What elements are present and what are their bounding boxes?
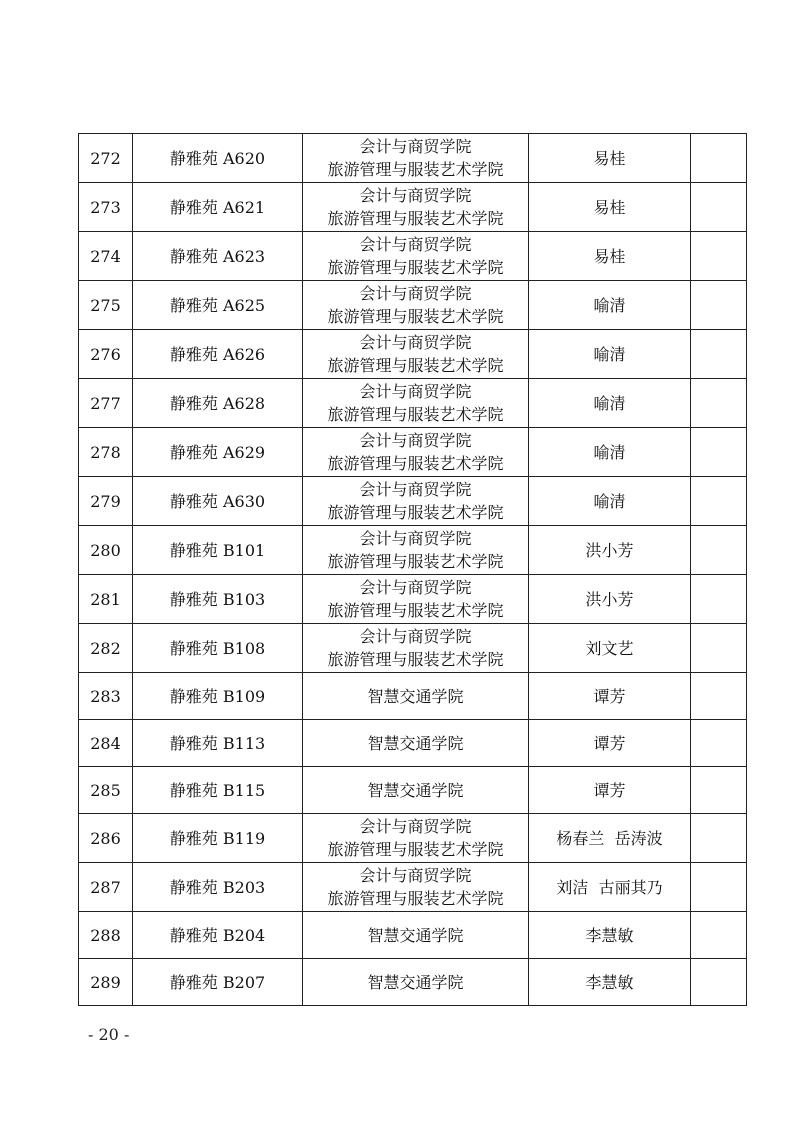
- room-cell: 静雅苑 B108: [133, 624, 303, 673]
- college-name: 旅游管理与服装艺术学院: [327, 209, 504, 228]
- table-row: [79, 232, 747, 281]
- empty-cell: [691, 134, 747, 183]
- table-row: [79, 379, 747, 428]
- table-row: [79, 959, 747, 1006]
- table-row: [79, 575, 747, 624]
- table-body: [79, 134, 747, 1006]
- college-name: 旅游管理与服装艺术学院: [327, 503, 504, 522]
- room-cell: 静雅苑 A623: [133, 232, 303, 281]
- room-cell: 静雅苑 B207: [133, 959, 303, 1006]
- room-cell: 静雅苑 B103: [133, 575, 303, 624]
- table-row: [79, 281, 747, 330]
- college-name: 旅游管理与服装艺术学院: [327, 258, 504, 277]
- college-name: 旅游管理与服装艺术学院: [327, 840, 504, 859]
- college-name: 会计与商贸学院: [359, 333, 472, 352]
- college-name: 智慧交通学院: [367, 972, 464, 992]
- college-name: 智慧交通学院: [367, 780, 464, 800]
- college-name: 智慧交通学院: [367, 925, 464, 945]
- college-cell: [303, 379, 529, 428]
- empty-cell: [691, 767, 747, 814]
- college-name: 会计与商贸学院: [359, 284, 472, 303]
- college-name: 会计与商贸学院: [359, 186, 472, 205]
- person-cell: 杨春兰 岳涛波: [529, 814, 691, 863]
- row-number-cell: 278: [79, 428, 133, 477]
- person-cell: 刘文艺: [529, 624, 691, 673]
- room-cell: 静雅苑 A621: [133, 183, 303, 232]
- college-name: 智慧交通学院: [367, 733, 464, 753]
- person-cell: 洪小芳: [529, 575, 691, 624]
- college-name: 会计与商贸学院: [359, 382, 472, 401]
- person-cell: 喻清: [529, 330, 691, 379]
- empty-cell: [691, 814, 747, 863]
- row-number-cell: 272: [79, 134, 133, 183]
- person-cell: 李慧敏: [529, 959, 691, 1006]
- college-name: 会计与商贸学院: [359, 480, 472, 499]
- college-name: 会计与商贸学院: [359, 817, 472, 836]
- person-cell: 谭芳: [529, 767, 691, 814]
- empty-cell: [691, 232, 747, 281]
- college-cell: [303, 814, 529, 863]
- empty-cell: [691, 673, 747, 720]
- row-number-cell: 288: [79, 912, 133, 959]
- person-cell: 刘洁 古丽其乃: [529, 863, 691, 912]
- college-cell: [303, 959, 529, 1006]
- table-row: [79, 624, 747, 673]
- row-number-cell: 276: [79, 330, 133, 379]
- college-cell: [303, 575, 529, 624]
- room-cell: 静雅苑 B115: [133, 767, 303, 814]
- college-name: 旅游管理与服装艺术学院: [327, 307, 504, 326]
- college-name: 旅游管理与服装艺术学院: [327, 356, 504, 375]
- empty-cell: [691, 624, 747, 673]
- row-number-cell: 289: [79, 959, 133, 1006]
- college-name: 会计与商贸学院: [359, 431, 472, 450]
- person-cell: 谭芳: [529, 720, 691, 767]
- row-number-cell: 281: [79, 575, 133, 624]
- college-cell: [303, 526, 529, 575]
- college-name: 会计与商贸学院: [359, 235, 472, 254]
- table-row: [79, 526, 747, 575]
- empty-cell: [691, 281, 747, 330]
- person-cell: 李慧敏: [529, 912, 691, 959]
- table-row: [79, 183, 747, 232]
- empty-cell: [691, 912, 747, 959]
- college-cell: [303, 281, 529, 330]
- table-row: [79, 912, 747, 959]
- person-cell: 喻清: [529, 281, 691, 330]
- table-row: [79, 673, 747, 720]
- college-cell: [303, 863, 529, 912]
- row-number-cell: 284: [79, 720, 133, 767]
- person-cell: 喻清: [529, 477, 691, 526]
- college-name: 旅游管理与服装艺术学院: [327, 454, 504, 473]
- college-name: 旅游管理与服装艺术学院: [327, 650, 504, 669]
- room-cell: 静雅苑 B113: [133, 720, 303, 767]
- row-number-cell: 282: [79, 624, 133, 673]
- table-row: [79, 330, 747, 379]
- row-number-cell: 279: [79, 477, 133, 526]
- college-name: 会计与商贸学院: [359, 866, 472, 885]
- college-cell: [303, 428, 529, 477]
- college-cell: [303, 183, 529, 232]
- row-number-cell: 285: [79, 767, 133, 814]
- college-cell: [303, 720, 529, 767]
- dormitory-table: [78, 133, 747, 1006]
- room-cell: 静雅苑 B204: [133, 912, 303, 959]
- college-name: 旅游管理与服装艺术学院: [327, 889, 504, 908]
- table-row: [79, 814, 747, 863]
- college-name: 智慧交通学院: [367, 686, 464, 706]
- empty-cell: [691, 183, 747, 232]
- room-cell: 静雅苑 A625: [133, 281, 303, 330]
- person-cell: 喻清: [529, 379, 691, 428]
- college-name: 旅游管理与服装艺术学院: [327, 552, 504, 571]
- college-cell: [303, 767, 529, 814]
- empty-cell: [691, 428, 747, 477]
- row-number-cell: 275: [79, 281, 133, 330]
- person-cell: 洪小芳: [529, 526, 691, 575]
- empty-cell: [691, 330, 747, 379]
- room-cell: 静雅苑 B109: [133, 673, 303, 720]
- college-cell: [303, 912, 529, 959]
- room-cell: 静雅苑 A629: [133, 428, 303, 477]
- empty-cell: [691, 477, 747, 526]
- row-number-cell: 280: [79, 526, 133, 575]
- table-row: [79, 767, 747, 814]
- room-cell: 静雅苑 A620: [133, 134, 303, 183]
- college-name: 旅游管理与服装艺术学院: [327, 160, 504, 179]
- room-cell: 静雅苑 A628: [133, 379, 303, 428]
- room-cell: 静雅苑 B119: [133, 814, 303, 863]
- table-row: [79, 134, 747, 183]
- person-cell: 易桂: [529, 232, 691, 281]
- college-cell: [303, 134, 529, 183]
- room-cell: 静雅苑 B101: [133, 526, 303, 575]
- empty-cell: [691, 379, 747, 428]
- table-row: [79, 863, 747, 912]
- college-name: 旅游管理与服装艺术学院: [327, 601, 504, 620]
- table-row: [79, 720, 747, 767]
- college-name: 会计与商贸学院: [359, 578, 472, 597]
- college-cell: [303, 232, 529, 281]
- person-cell: 喻清: [529, 428, 691, 477]
- table-row: [79, 428, 747, 477]
- row-number-cell: 287: [79, 863, 133, 912]
- empty-cell: [691, 575, 747, 624]
- room-cell: 静雅苑 B203: [133, 863, 303, 912]
- table-row: [79, 477, 747, 526]
- empty-cell: [691, 863, 747, 912]
- empty-cell: [691, 720, 747, 767]
- college-cell: [303, 330, 529, 379]
- empty-cell: [691, 959, 747, 1006]
- college-cell: [303, 624, 529, 673]
- room-cell: 静雅苑 A630: [133, 477, 303, 526]
- row-number-cell: 283: [79, 673, 133, 720]
- row-number-cell: 274: [79, 232, 133, 281]
- row-number-cell: 286: [79, 814, 133, 863]
- room-cell: 静雅苑 A626: [133, 330, 303, 379]
- college-name: 旅游管理与服装艺术学院: [327, 405, 504, 424]
- college-name: 会计与商贸学院: [359, 529, 472, 548]
- row-number-cell: 277: [79, 379, 133, 428]
- college-name: 会计与商贸学院: [359, 627, 472, 646]
- person-cell: 易桂: [529, 134, 691, 183]
- person-cell: 易桂: [529, 183, 691, 232]
- college-cell: [303, 477, 529, 526]
- college-name: 会计与商贸学院: [359, 137, 472, 156]
- empty-cell: [691, 526, 747, 575]
- page-number: - 20 -: [88, 1025, 130, 1044]
- person-cell: 谭芳: [529, 673, 691, 720]
- row-number-cell: 273: [79, 183, 133, 232]
- college-cell: [303, 673, 529, 720]
